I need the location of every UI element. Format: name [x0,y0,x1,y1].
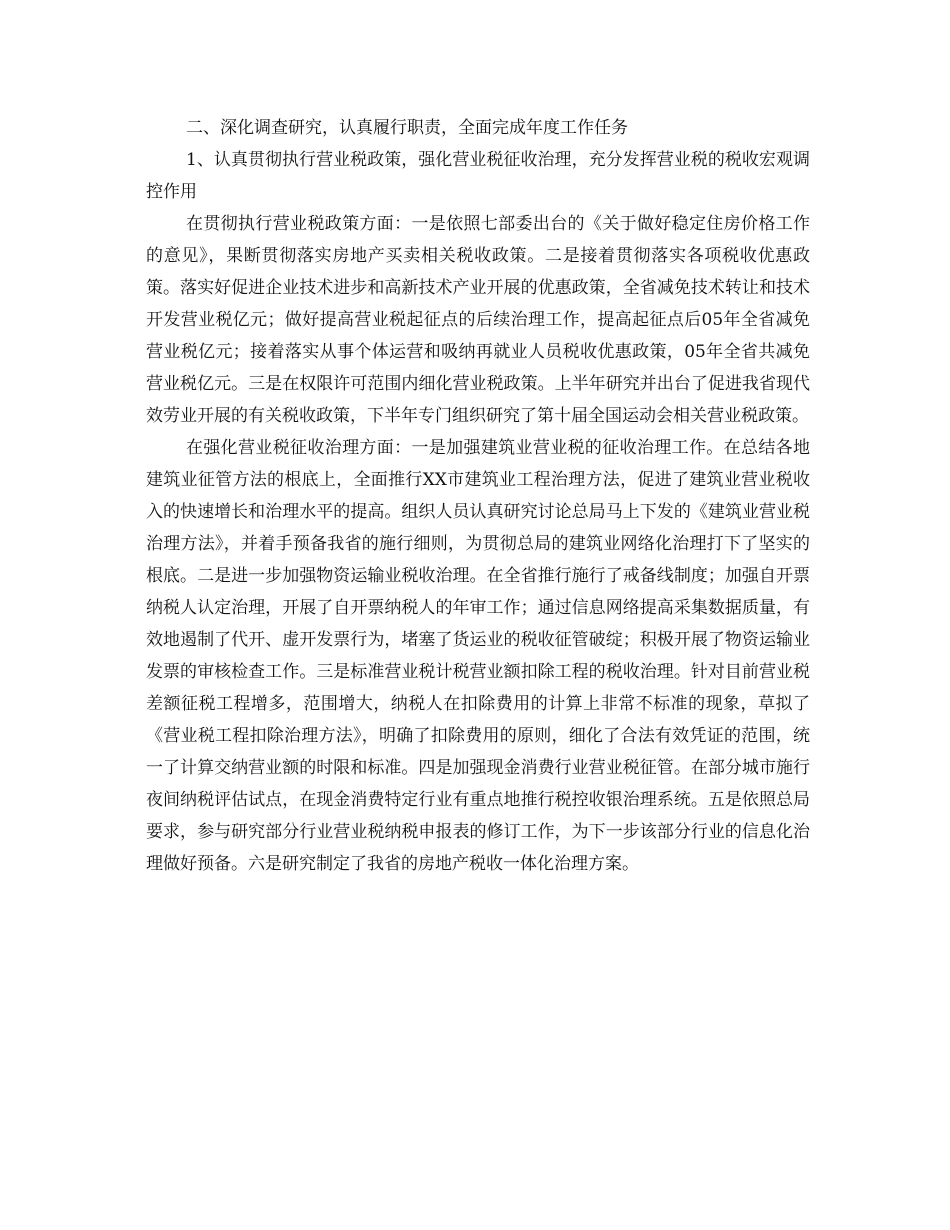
document-page [146,112,810,880]
section-heading: 二、深化调查研究，认真履行职责，全面完成年度工作任务 [186,118,628,138]
paragraph-tax-collection: 在强化营业税征收治理方面：一是加强建筑业营业税的征收治理工作。在总结各地建筑业征管方法的根底上，全面推行XX市建筑业工程治理方法，促进了建筑业营业税收入的快速增长和治理水平的提高。组织人员认真研究讨论总局马上下发的《建筑业营业税治理方法》，并着手预备我省的施行细则，为贯彻总局的建筑业网络化治理打下了坚实的根底。二是进一步加强物资运输业税收治理。在全省推行施行了戒备线制度；加强自开票纳税人认定治理，开展了自开票纳税人的年审工作；通过信息网络提高采集数据质量，有效地遏制了代开、虚开发票行为，堵塞了货运业的税收征管破绽；积极开展了物资运输业发票的审核检查工作。三是标准营业税计税营业额扣除工程的税收治理。针对目前营业税差额征税工程增多，范围增大，纳税人在扣除费用的计算上非常不标准的现象，草拟了《营业税工程扣除治理方法》，明确了扣除费用的原则，细化了合法有效凭证的范围，统一了计算交纳营业额的时限和标准。四是加强现金消费行业营业税征管。在部分城市施行夜间纳税评估试点，在现金消费特定行业有重点地推行税控收银治理系统。五是依照总局要求，参与研究部分行业营业税纳税申报表的修订工作，为下一步该部分行业的信息化治理做好预备。六是研究制定了我省的房地产税收一体化治理方案。 [146,438,810,874]
paragraph-tax-policy: 在贯彻执行营业税政策方面：一是依照七部委出台的《关于做好稳定住房价格工作的意见》，果断贯彻落实房地产买卖相关税收政策。二是接着贯彻落实各项税收优惠政策。落实好促进企业技术进步和高新技术产业开展的优惠政策，全省减免技术转让和技术开发营业税亿元；做好提高营业税起征点的后续治理工作，提高起征点后05年全省减免营业税亿元；接着落实从事个体运营和吸纳再就业人员税收优惠政策，05年全省共减免营业税亿元。三是在权限许可范围内细化营业税政策。上半年研究并出台了促进我省现代效劳业开展的有关税收政策，下半年专门组织研究了第十届全国运动会相关营业税政策。 [146,214,810,426]
subheading: 1、认真贯彻执行营业税政策，强化营业税征收治理，充分发挥营业税的税收宏观调控作用 [146,150,810,202]
